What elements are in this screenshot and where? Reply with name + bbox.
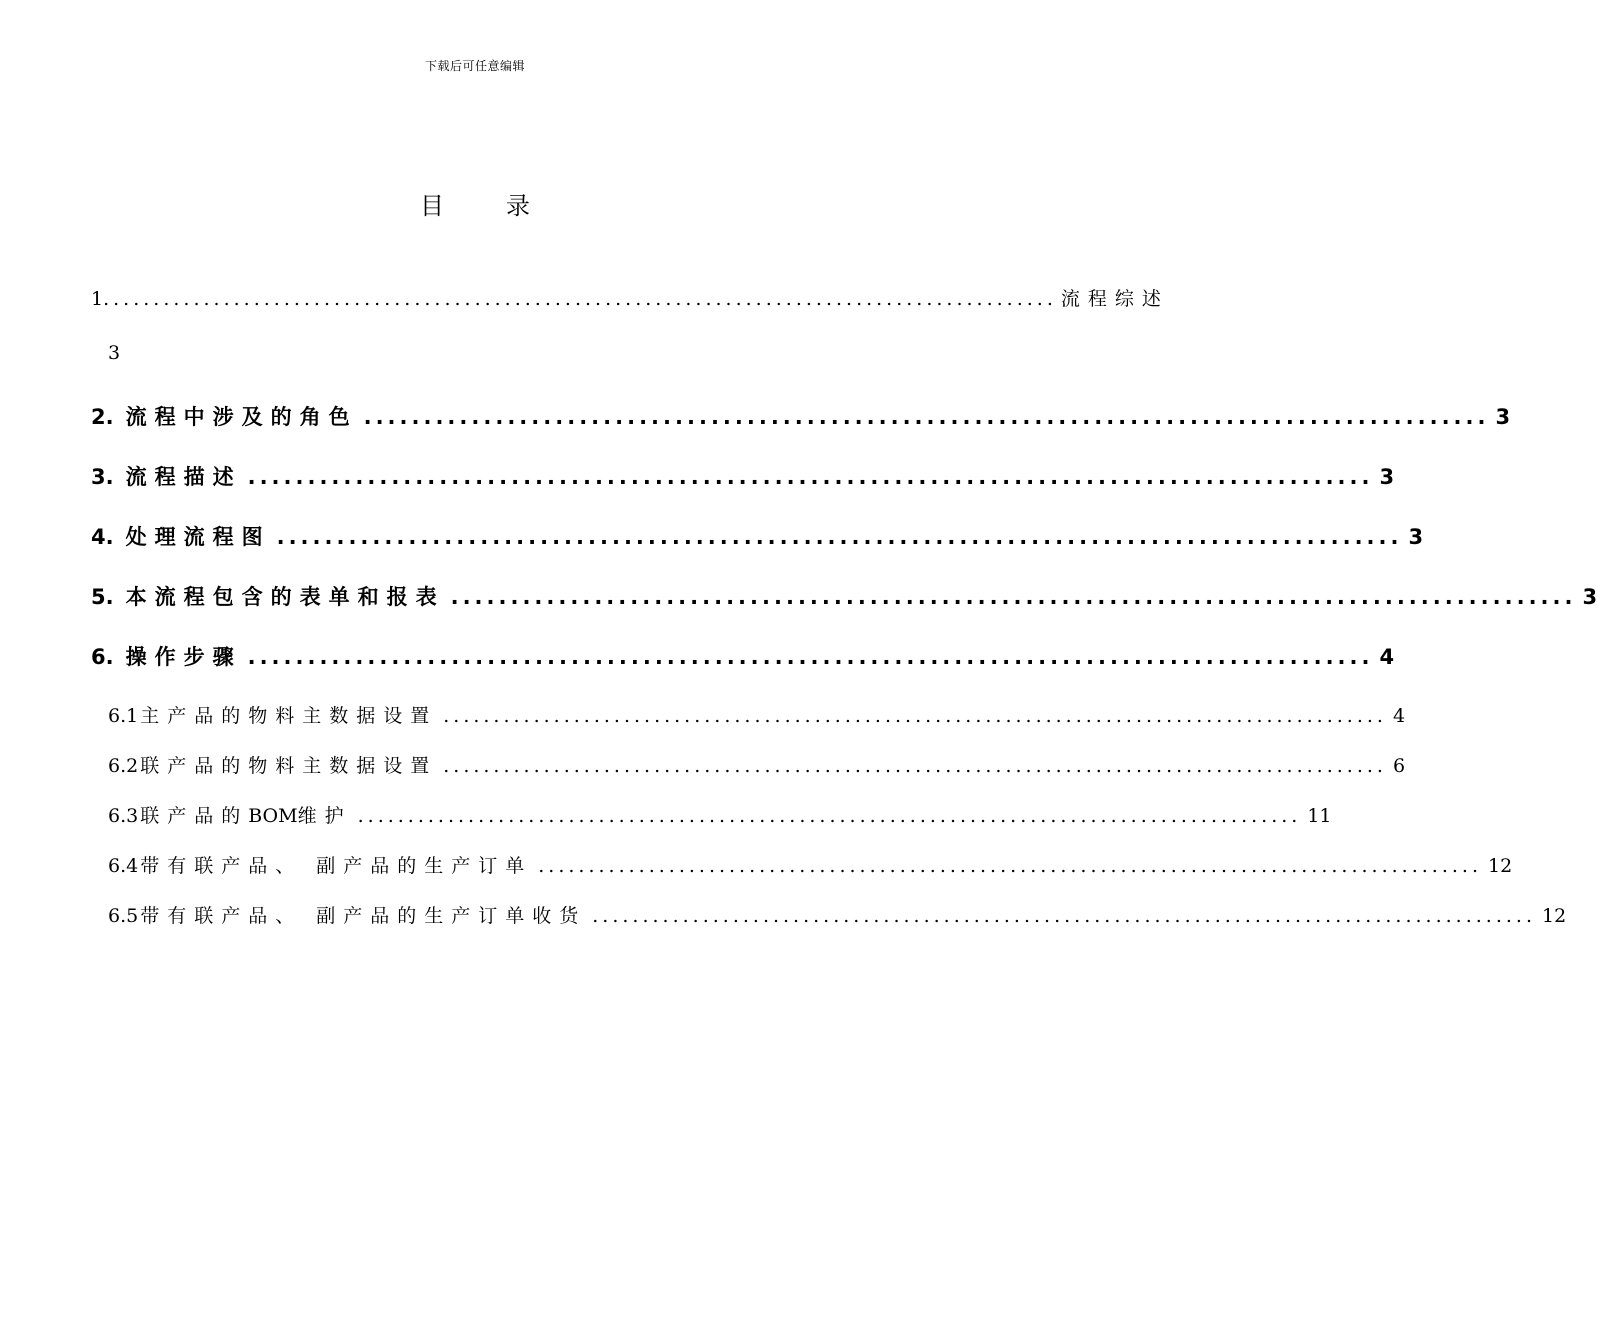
toc-entry-page: 6	[1392, 755, 1406, 777]
toc-entry-page: 3	[1408, 525, 1424, 549]
toc-entry-6[interactable]	[91, 641, 1395, 671]
toc-entry-3[interactable]	[91, 461, 1395, 491]
toc-entry-page: 4	[1392, 705, 1406, 727]
toc-title	[0, 186, 950, 221]
toc-subentry-6-2[interactable]	[108, 751, 1406, 778]
toc-entry-4[interactable]	[91, 521, 1424, 551]
toc-entry-number: 4.	[91, 525, 114, 549]
toc-entry-number: 6.1	[108, 705, 139, 727]
toc-entry-label: 3. 流程描述	[91, 465, 242, 489]
toc-entry-label: 6.3 联产品的BOM维护	[108, 805, 352, 827]
toc-entry-label: 5. 本流程包含的表单和报表	[91, 585, 445, 609]
toc-entry-page: 3	[1379, 465, 1395, 489]
toc-entry-page: 3	[1582, 585, 1597, 609]
toc-entry-2[interactable]	[91, 401, 1511, 431]
toc-leader-dots: ..............................................................................................	[538, 855, 1482, 877]
toc-leader-dots: ..............................................................................................	[443, 755, 1387, 777]
toc-entry-5[interactable]	[91, 581, 1597, 611]
toc-entry-1-page: 3	[108, 342, 121, 364]
toc-entry-number: 6.	[91, 645, 114, 669]
toc-title-part1: 目	[420, 192, 444, 220]
header-note: 下载后可任意编辑	[424, 59, 525, 73]
toc-subentry-6-1[interactable]	[108, 701, 1406, 728]
toc-entry-page: 4	[1379, 645, 1395, 669]
toc-entry-label: 2. 流程中涉及的角色	[91, 405, 358, 429]
toc-entry-label: 6. 操作步骤	[91, 645, 242, 669]
toc-leader-dots: ..............................................................................................	[113, 288, 1057, 310]
toc-entry-page: 3	[1495, 405, 1511, 429]
toc-leader-dots: ..............................................................................................	[357, 805, 1302, 827]
toc-entry-number: 6.2	[108, 755, 139, 777]
toc-leader-dots: ..............................................................................................	[450, 585, 1577, 609]
toc-leader-dots: ..............................................................................................	[276, 525, 1403, 549]
toc-entry-label: 流程综述	[1060, 288, 1169, 310]
toc-leader-dots: ..............................................................................................	[363, 405, 1490, 429]
toc-entry-label: 6.1 主产品的物料主数据设置	[108, 705, 438, 727]
toc-entry-number: 1.	[91, 288, 110, 310]
toc-entry-number: 6.4	[108, 855, 139, 877]
toc-subentry-6-3[interactable]	[108, 801, 1332, 828]
toc-entry-label: 6.2 联产品的物料主数据设置	[108, 755, 438, 777]
toc-leader-dots: ..............................................................................................	[247, 465, 1374, 489]
toc-entry-page: 12	[1487, 855, 1513, 877]
toc-title-part2: 录	[506, 192, 530, 220]
toc-leader-dots: ..............................................................................................	[247, 645, 1374, 669]
toc-entry-label: 4. 处理流程图	[91, 525, 271, 549]
toc-leader-dots: ..............................................................................................	[443, 705, 1387, 727]
toc-entry-number: 6.5	[108, 905, 139, 927]
toc-entry-page: 11	[1307, 805, 1332, 827]
toc-subentry-6-5[interactable]	[108, 901, 1567, 928]
toc-entry-page: 12	[1541, 905, 1567, 927]
toc-entry-label: 6.4 带有联产品、 副产品的生产订单	[108, 855, 533, 877]
toc-subentry-6-4[interactable]	[108, 851, 1513, 878]
toc-entry-number: 6.3	[108, 805, 139, 827]
toc-entry-1[interactable]	[91, 284, 1169, 311]
toc-entry-number: 2.	[91, 405, 114, 429]
toc-entry-label: 6.5 带有联产品、 副产品的生产订单收货	[108, 905, 587, 927]
toc-entry-number: 3.	[91, 465, 114, 489]
toc-leader-dots: ..............................................................................................	[592, 905, 1536, 927]
toc-entry-number: 5.	[91, 585, 114, 609]
